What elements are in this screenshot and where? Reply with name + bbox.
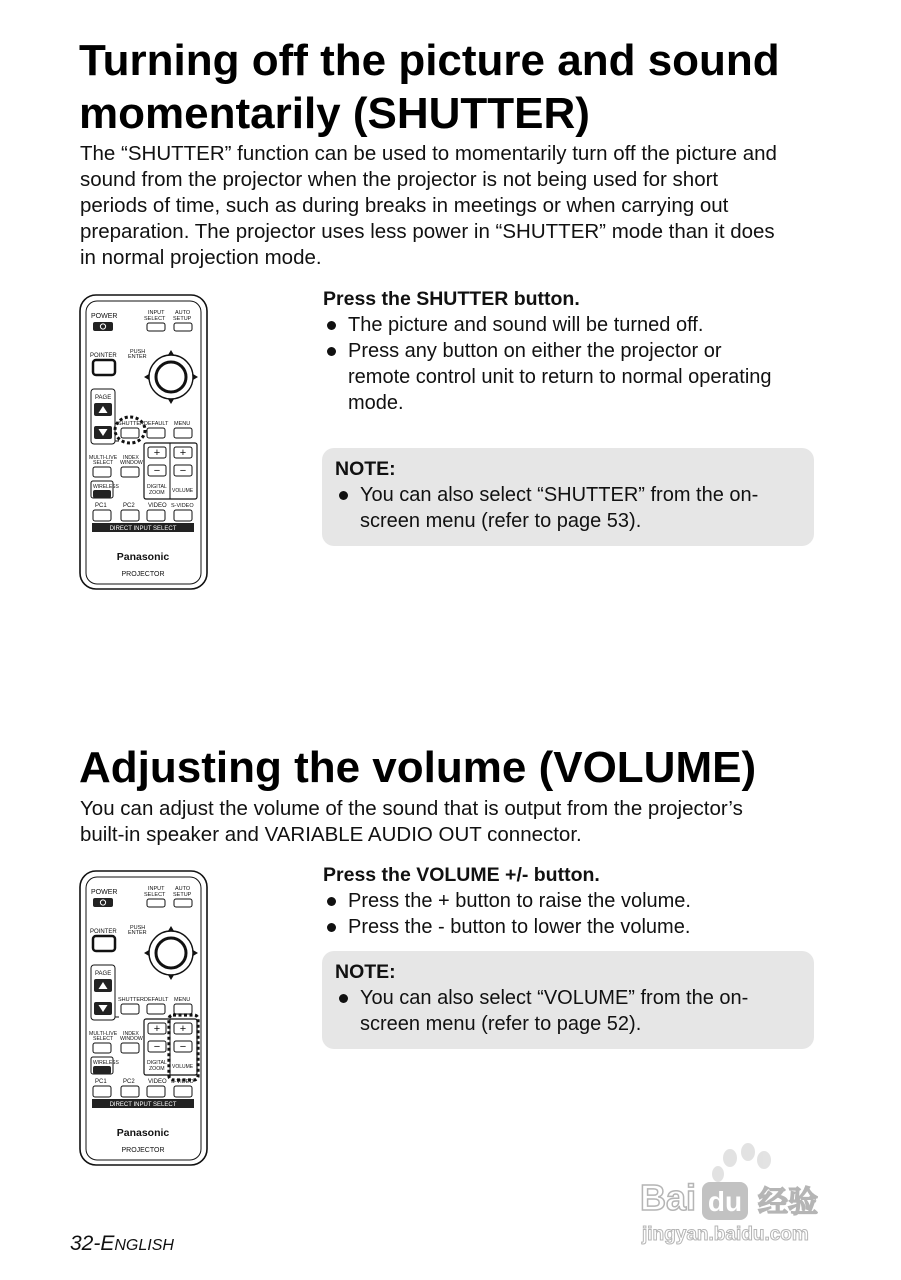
note-box-shutter — [322, 448, 814, 546]
note-text: screen menu (refer to page 52). — [360, 1013, 642, 1035]
plus-icon: + — [179, 1023, 187, 1035]
video-button — [147, 510, 165, 521]
push-enter-label-2: ENTER — [128, 930, 147, 936]
multi-live-label-1: MULTI-LIVE — [89, 455, 118, 461]
input-select-label-1: INPUT — [148, 310, 165, 316]
multi-live-button — [93, 467, 111, 477]
bullet-icon — [327, 321, 336, 330]
list-item — [323, 312, 823, 338]
digital-zoom-label-2: ZOOM — [149, 1066, 165, 1072]
multi-live-button — [93, 1043, 111, 1053]
section-title-volume: Adjusting the volume (VOLUME) — [79, 743, 757, 792]
watermark-logo-bai: Bai — [640, 1177, 697, 1218]
model-label: PROJECTOR — [121, 1147, 165, 1154]
video-label: VIDEO — [148, 1079, 167, 1085]
default-button — [147, 428, 165, 438]
bullet-text: mode. — [348, 392, 404, 414]
minus-icon: − — [179, 1041, 187, 1053]
section-title-shutter — [79, 34, 780, 140]
bullet-text: remote control unit to return to normal operating — [348, 366, 772, 388]
page-footer — [70, 1232, 174, 1256]
note-title: NOTE: — [335, 961, 396, 983]
note-text: You can also select “VOLUME” from the on- — [360, 987, 749, 1009]
list-item — [335, 985, 802, 1037]
intro-line: preparation. The projector uses less power in “SHUTTER” mode than it does — [80, 220, 775, 243]
wireless-button — [93, 1066, 111, 1074]
auto-setup-label-2: SETUP — [173, 316, 192, 322]
index-window-button — [121, 1043, 139, 1053]
pc2-button — [121, 510, 139, 521]
bullet-list — [335, 482, 802, 534]
menu-label: MENU — [174, 997, 191, 1003]
video-label: VIDEO — [148, 503, 167, 509]
svideo-label: S-VIDEO — [171, 503, 194, 509]
instruction-heading: Press the SHUTTER button. — [323, 288, 580, 310]
enter-button — [156, 938, 186, 968]
bullet-list — [335, 985, 802, 1037]
bullet-text: Press any button on either the projector or — [348, 340, 722, 362]
remote-control-illustration-volume — [78, 868, 210, 1168]
note-box-volume — [322, 951, 814, 1049]
pointer-label: POINTER — [90, 929, 117, 935]
model-label: PROJECTOR — [121, 571, 165, 578]
index-window-label-1: INDEX — [123, 455, 139, 461]
shutter-button — [121, 428, 139, 438]
multi-live-label-2: SELECT — [93, 1036, 114, 1042]
bullet-icon — [339, 994, 348, 1003]
intro-line: built-in speaker and VARIABLE AUDIO OUT connector. — [80, 823, 582, 846]
input-select-button — [147, 899, 165, 907]
instruction-heading: Press the VOLUME +/- button. — [323, 864, 600, 886]
plus-icon: + — [179, 447, 187, 459]
note-text: You can also select “SHUTTER” from the on- — [360, 484, 759, 506]
video-button — [147, 1086, 165, 1097]
list-item — [323, 338, 823, 416]
pc1-label: PC1 — [95, 1079, 107, 1085]
pc1-button — [93, 510, 111, 521]
brand-logo: Panasonic — [116, 1127, 170, 1139]
pc2-label: PC2 — [123, 1079, 135, 1085]
bullet-icon — [327, 923, 336, 932]
title-line-2: momentarily (SHUTTER) — [79, 89, 590, 138]
power-label: POWER — [91, 313, 118, 320]
baidu-jingyan-watermark — [640, 1140, 855, 1250]
default-label: DEFAULT — [144, 997, 169, 1003]
intro-line: in normal projection mode. — [80, 246, 322, 269]
list-item — [323, 914, 823, 940]
auto-setup-button — [174, 899, 192, 907]
page-number: 32- — [70, 1232, 101, 1255]
menu-label: MENU — [174, 421, 191, 427]
intro-line: You can adjust the volume of the sound that is output from the projector’s — [80, 797, 743, 820]
svideo-button — [174, 510, 192, 521]
volume-instructions — [323, 862, 823, 940]
pc1-button — [93, 1086, 111, 1097]
plus-icon: + — [153, 447, 161, 459]
note-text: screen menu (refer to page 53). — [360, 510, 642, 532]
push-enter-label-1: PUSH — [130, 925, 146, 931]
watermark-logo-jingyan: 经验 — [758, 1185, 818, 1220]
index-window-label-1: INDEX — [123, 1031, 139, 1037]
auto-setup-label-1: AUTO — [175, 310, 191, 316]
pc2-button — [121, 1086, 139, 1097]
menu-button — [174, 1004, 192, 1014]
wireless-label: WIRELESS — [93, 1060, 119, 1066]
enter-button — [156, 362, 186, 392]
power-button — [93, 898, 113, 907]
bullet-text: The picture and sound will be turned off. — [348, 314, 704, 336]
auto-setup-label-2: SETUP — [173, 892, 192, 898]
note-title: NOTE: — [335, 458, 396, 480]
digital-zoom-label-1: DIGITAL — [147, 484, 167, 490]
default-button — [147, 1004, 165, 1014]
bullet-icon — [339, 491, 348, 500]
shutter-label: SHUTTER — [118, 997, 144, 1003]
language-rest: NGLISH — [114, 1237, 174, 1254]
paw-logo-icon — [712, 1143, 771, 1182]
index-window-label-2: WINDOW — [120, 1036, 143, 1042]
shutter-button — [121, 1004, 139, 1014]
language-initial: E — [100, 1232, 115, 1255]
bullet-list — [323, 312, 823, 416]
index-window-label-2: WINDOW — [120, 460, 143, 466]
bullet-text: Press the + button to raise the volume. — [348, 890, 691, 912]
pointer-label: POINTER — [90, 353, 117, 359]
list-item — [335, 482, 802, 534]
remote-control-illustration-shutter — [78, 292, 210, 592]
volume-label: VOLUME — [172, 1064, 194, 1070]
power-label: POWER — [91, 889, 118, 896]
direct-input-label: DIRECT INPUT SELECT — [109, 526, 177, 532]
shutter-label: SHUTTER — [118, 421, 144, 427]
intro-line: sound from the projector when the projector is not being used for short — [80, 168, 719, 191]
wireless-label: WIRELESS — [93, 484, 119, 490]
plus-icon: + — [153, 1023, 161, 1035]
intro-line: The “SHUTTER” function can be used to momentarily turn off the picture and — [80, 142, 777, 165]
direct-input-label: DIRECT INPUT SELECT — [109, 1102, 177, 1108]
menu-button — [174, 428, 192, 438]
page-label: PAGE — [95, 971, 112, 977]
power-button — [93, 322, 113, 331]
multi-live-label-1: MULTI-LIVE — [89, 1031, 118, 1037]
input-select-label-2: SELECT — [144, 316, 166, 322]
input-select-button — [147, 323, 165, 331]
bullet-icon — [327, 347, 336, 356]
shutter-instructions — [323, 286, 823, 416]
digital-zoom-label-1: DIGITAL — [147, 1060, 167, 1066]
input-select-label-2: SELECT — [144, 892, 166, 898]
title-line-1: Turning off the picture and sound — [79, 36, 780, 85]
push-enter-label-1: PUSH — [130, 349, 146, 355]
bullet-icon — [327, 897, 336, 906]
pointer-button — [93, 360, 115, 375]
bullet-text: Press the - button to lower the volume. — [348, 916, 691, 938]
brand-logo: Panasonic — [116, 551, 170, 563]
svideo-button — [174, 1086, 192, 1097]
watermark-logo-du: du — [707, 1186, 743, 1217]
volume-intro-paragraph — [80, 796, 825, 848]
pointer-button — [93, 936, 115, 951]
shutter-intro-paragraph — [80, 141, 825, 271]
input-select-label-1: INPUT — [148, 886, 165, 892]
wireless-button — [93, 490, 111, 498]
pc1-label: PC1 — [95, 503, 107, 509]
svideo-label: S-VIDEO — [171, 1079, 194, 1085]
volume-label: VOLUME — [172, 488, 194, 494]
auto-setup-label-1: AUTO — [175, 886, 191, 892]
minus-icon: − — [153, 1041, 161, 1053]
index-window-button — [121, 467, 139, 477]
push-enter-label-2: ENTER — [128, 354, 147, 360]
pc2-label: PC2 — [123, 503, 135, 509]
digital-zoom-label-2: ZOOM — [149, 490, 165, 496]
intro-line: periods of time, such as during breaks in meetings or when carrying out — [80, 194, 729, 217]
minus-icon: − — [153, 465, 161, 477]
watermark-url: jingyan.baidu.com — [642, 1224, 809, 1245]
bullet-list — [323, 888, 823, 940]
multi-live-label-2: SELECT — [93, 460, 114, 466]
default-label: DEFAULT — [144, 421, 169, 427]
page-label: PAGE — [95, 395, 112, 401]
auto-setup-button — [174, 323, 192, 331]
minus-icon: − — [179, 465, 187, 477]
list-item — [323, 888, 823, 914]
